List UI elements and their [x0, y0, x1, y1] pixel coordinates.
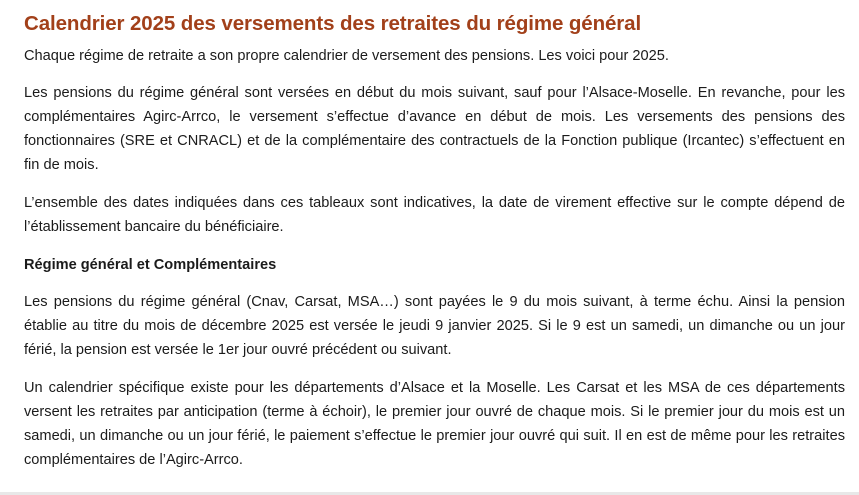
alsace-moselle-paragraph: Un calendrier spécifique existe pour les départements d’Alsace et la Moselle. Les Carsat et les MSA de ces départements versent les retraites par anticipation (terme à échoir), le premier jour ouvré de chaque mois. Si le premier jour du mois est un samedi, un dimanche ou un jour férié, le paiement s’effectue le premier jour ouvré qui suit. Il en est de même pour les retraites complémentaires de l’Agirc-Arrco. [24, 380, 845, 468]
section-heading: Régime général et Complémentaires [24, 257, 277, 273]
payment-timing-paragraph: Les pensions du régime général sont versées en début du mois suivant, sauf pour l’Alsace-Moselle. En revanche, pour les complémentaires Agirc-Arrco, le versement s’effectue d’avance en début de mois. Les versements des pensions des fonctionnaires (SRE et CNRACL) et de la complémentaire des contractuels de la Fonction publique (Ircantec) s’effectuent en fin de mois. [24, 85, 845, 173]
general-regime-paragraph: Les pensions du régime général (Cnav, Carsat, MSA…) sont payées le 9 du mois suivant, à terme échu. Ainsi la pension établie au titre du mois de décembre 2025 est versée le jeudi 9 janvier 2025. Si le 9 est un samedi, un dimanche ou un jour férié, la pension est versée le 1er jour ouvré précédent ou suivant. [24, 294, 845, 358]
indicative-dates-paragraph: L’ensemble des dates indiquées dans ces tableaux sont indicatives, la date de virement effective sur le compte dépend de l’établissement bancaire du bénéficiaire. [24, 195, 845, 235]
intro-paragraph: Chaque régime de retraite a son propre calendrier de versement des pensions. Les voici pour 2025. [24, 48, 669, 64]
article-title: Calendrier 2025 des versements des retraites du régime général [24, 12, 642, 35]
